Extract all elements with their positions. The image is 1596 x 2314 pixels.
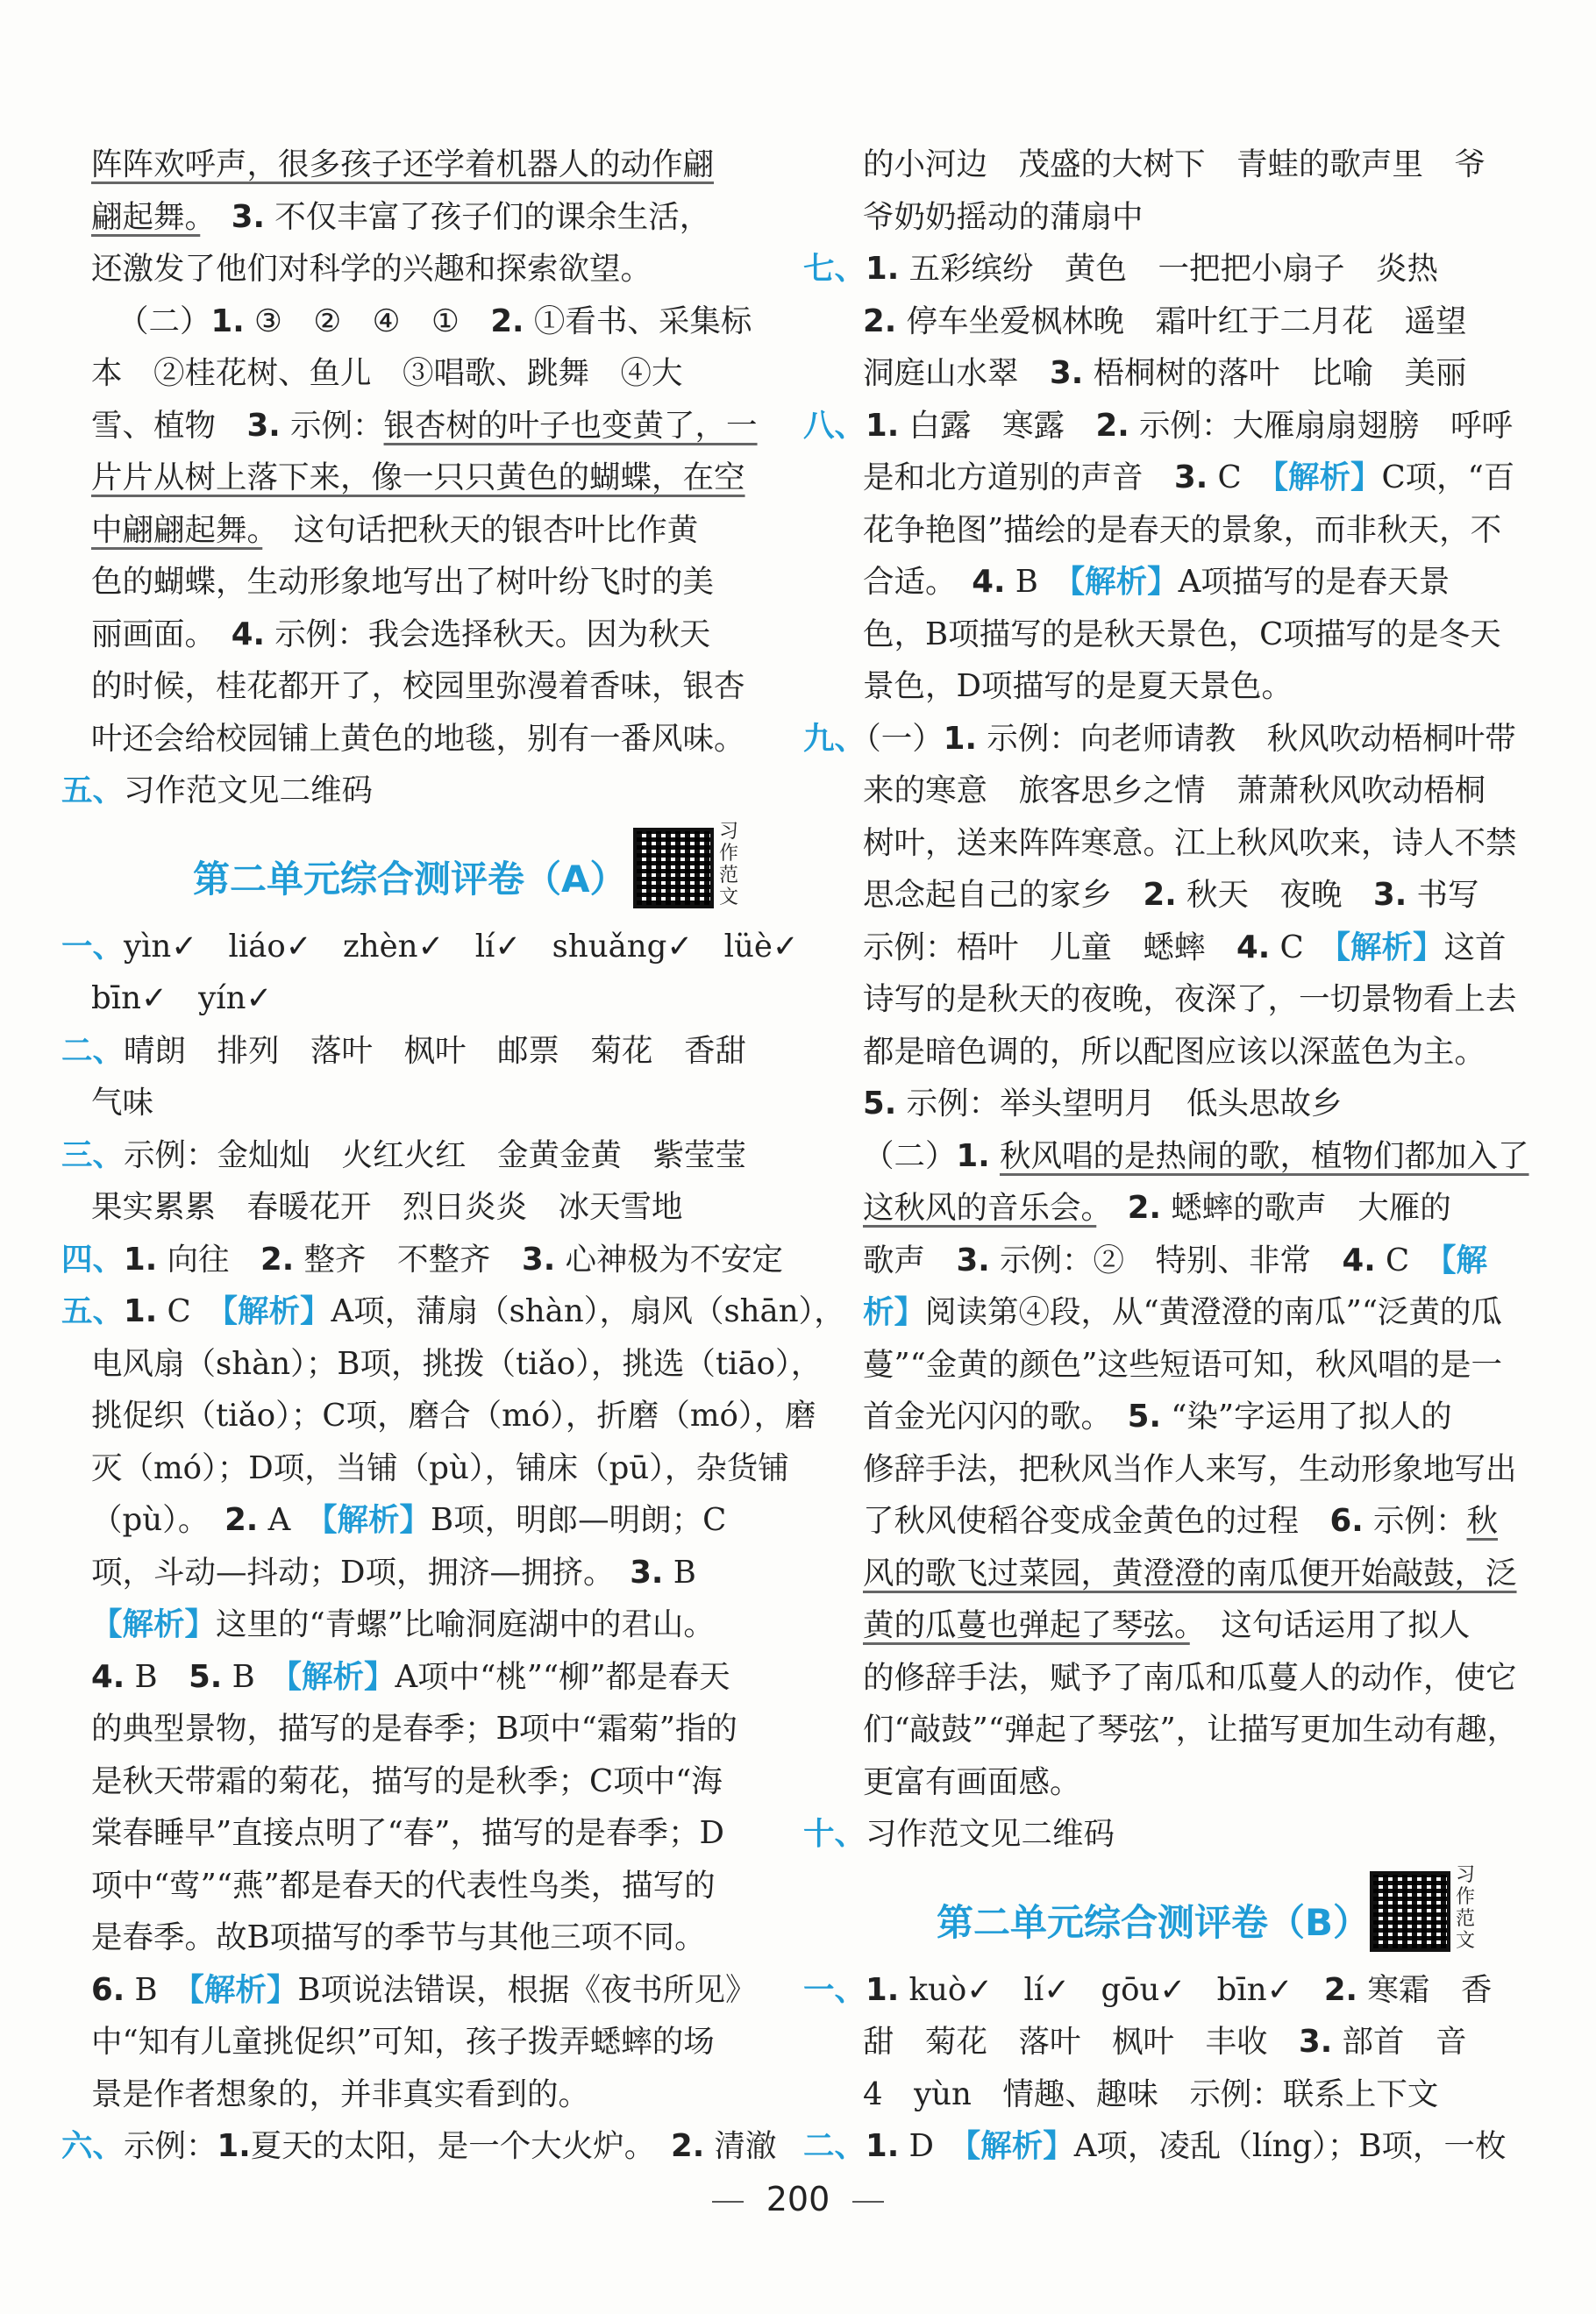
- answer-text: 叶还会给校园铺上黄色的地毯，别有一番风味。: [91, 720, 745, 757]
- underlined-text: 秋风唱的是热闹的歌，植物们都加入了: [1000, 1137, 1529, 1174]
- answer-text: 晴朗 排列 落叶 枫叶 邮票 菊花 香甜: [124, 1032, 747, 1069]
- underlined-text: 这秋风的音乐会。: [863, 1190, 1097, 1226]
- answer-line: [91, 1860, 793, 1912]
- answer-text: 习作范文见二维码: [124, 773, 374, 808]
- answer-line: [91, 1181, 793, 1234]
- answer-text: 是和北方道别的声音: [863, 459, 1144, 495]
- answer-text: B: [232, 1658, 255, 1695]
- analysis-tag: 【解析】: [91, 1606, 217, 1642]
- item-number: 6.: [91, 1971, 125, 2008]
- answer-line: [863, 1652, 1517, 1705]
- qr-label: 习作范文: [1456, 1863, 1476, 1952]
- section-title: 第二单元综合测评卷（A）: [193, 857, 627, 901]
- answer-text: C: [1386, 1242, 1410, 1278]
- answer-text: 更富有画面感。: [863, 1763, 1081, 1800]
- underlined-text: 风的歌飞过菜园，黄澄澄的南瓜便开始敲鼓，泛: [863, 1555, 1517, 1591]
- answer-text: 果实累累 春暖花开 烈日炎炎 冰天雪地: [91, 1189, 683, 1225]
- left-column: [61, 139, 845, 2173]
- answer-text: 景色，D项描写的是夏天景色。: [863, 668, 1293, 704]
- answer-line: [863, 973, 1517, 1026]
- answer-text: C项，“百: [1381, 459, 1515, 495]
- answer-text: （一）: [866, 720, 944, 757]
- section-number: 十、: [803, 1816, 866, 1852]
- answer-line: [61, 1129, 793, 1182]
- answer-text: 示例：: [1373, 1503, 1467, 1539]
- section-number: 一、: [803, 1971, 866, 2008]
- answer-text: 都是暗色调的，所以配图应该以深蓝色为主。: [863, 1033, 1486, 1070]
- answer-line: [91, 400, 793, 452]
- answer-text: A项中“桃”“柳”都是春天: [395, 1658, 730, 1695]
- answer-text: 甜 菊花 落叶 枫叶 丰收: [863, 2024, 1268, 2060]
- answer-text: C: [1279, 929, 1304, 965]
- answer-text: B: [134, 1971, 158, 2008]
- analysis-tag: 【解析】: [321, 1502, 431, 1538]
- answer-line: [91, 1912, 793, 1964]
- answer-line: [863, 1130, 1529, 1183]
- item-number: 1.: [866, 1971, 900, 2008]
- answer-text: 的典型景物，描写的是春季；B项中“霜菊”指的: [91, 1711, 737, 1747]
- underlined-text: 片片从树上落下来，像一只只黄色的蝴蝶，在空: [91, 459, 745, 495]
- section-title: 第二单元综合测评卷（B）: [937, 1900, 1371, 1944]
- answer-line: [863, 1704, 1519, 1756]
- answer-text: 的小河边 茂盛的大树下 青蛙的歌声里 爷: [863, 146, 1486, 182]
- answer-text: 雪、植物: [91, 407, 217, 444]
- answer-line: [803, 1808, 1501, 1861]
- page-number-text: 200: [766, 2180, 830, 2218]
- answer-line: [91, 452, 793, 504]
- answer-text: 这句话把秋天的银杏叶比作黄: [293, 511, 699, 548]
- analysis-tag: 【解析】: [222, 1293, 331, 1329]
- answer-text: 灭（mó）；D项，当铺（pù），铺床（pū），杂货铺: [91, 1449, 789, 1486]
- item-number: 1.: [124, 1293, 158, 1329]
- answer-line: [91, 1598, 793, 1651]
- answer-text: 示例：向老师请教 秋风吹动梧桐叶带: [987, 720, 1516, 757]
- answer-line: [803, 1964, 1501, 2017]
- answer-line: [91, 1390, 816, 1442]
- underlined-text: 银杏树的叶子也变黄了，一: [383, 407, 758, 444]
- answer-text: B项，明郎—明朗；C: [431, 1502, 727, 1538]
- item-number: 3.: [630, 1554, 664, 1591]
- section-number: 一、: [61, 928, 125, 965]
- item-number: 1.: [943, 720, 977, 757]
- answer-line: [803, 243, 1501, 295]
- answer-text: 示例：金灿灿 火红火红 金黄金黄 紫莹莹: [124, 1136, 747, 1173]
- answer-text: 示例：大雁扇扇翅膀 呼呼: [1139, 407, 1514, 444]
- item-number: 3.: [1174, 459, 1208, 495]
- item-number: 1.: [217, 2128, 251, 2164]
- item-number: 3.: [1373, 877, 1407, 913]
- answer-text: 清澈: [714, 2128, 777, 2164]
- answer-text: kuò✓ lí✓ gōu✓ bīn✓: [908, 1971, 1293, 2008]
- item-number: 4.: [91, 1658, 125, 1695]
- item-number: 5.: [189, 1658, 223, 1695]
- answer-text: 了秋风使稻谷变成金黄色的过程: [863, 1503, 1300, 1539]
- answer-text: 梧桐树的落叶 比喻 美丽: [1093, 355, 1467, 391]
- item-number: 5.: [863, 1086, 897, 1121]
- page-number: [0, 2180, 1596, 2218]
- answer-line: [91, 972, 793, 1025]
- answer-text: A项描写的是春天景: [1178, 564, 1450, 600]
- answer-text: （二）: [863, 1137, 957, 1174]
- item-number: 1.: [124, 1241, 158, 1278]
- answer-line: [863, 660, 1501, 713]
- answer-text: 这首: [1443, 929, 1507, 965]
- answer-text: 秋天 夜晚: [1186, 877, 1343, 913]
- answer-text: A项，凌乱（líng）；B项，一枚: [1073, 2128, 1507, 2164]
- answer-text: 色，B项描写的是秋天景色，C项描写的是冬天: [863, 616, 1501, 652]
- item-number: 3.: [246, 407, 281, 444]
- answer-text: 部首 音: [1342, 2024, 1467, 2060]
- answer-text: 蔓”“金黄的颜色”这些短语可知，秋风唱的是一: [863, 1346, 1502, 1383]
- answer-text: 4: [863, 2075, 883, 2112]
- answer-text: B: [134, 1658, 158, 1695]
- answer-text: 寒霜 香: [1367, 1971, 1493, 2008]
- item-number: 4.: [972, 564, 1006, 600]
- answer-text: A项，蒲扇（shàn），扇风（shān），: [331, 1293, 845, 1329]
- answer-text: 丽画面。: [91, 616, 201, 652]
- answer-line: [91, 1547, 793, 1599]
- answer-text: C: [1217, 459, 1242, 495]
- answer-text: 洞庭山水翠: [863, 355, 1019, 391]
- answer-text: 示例：: [124, 2128, 217, 2164]
- item-number: 2.: [260, 1241, 295, 1278]
- answer-text: 五彩缤纷 黄色 一把把小扇子 炎热: [908, 251, 1439, 287]
- answer-line: [803, 713, 1516, 765]
- answer-text: “染”字运用了拟人的: [1171, 1399, 1452, 1435]
- item-number: 3.: [231, 198, 265, 235]
- answer-text: 歌声: [863, 1242, 926, 1278]
- section-number: 六、: [61, 2128, 125, 2164]
- answer-line: [91, 347, 793, 400]
- answer-line: [863, 504, 1501, 557]
- qr-label: 习作范文: [719, 820, 739, 908]
- answer-text: 蟋蟀的歌声 大雁的: [1171, 1190, 1451, 1226]
- item-number: 2.: [224, 1502, 259, 1538]
- answer-text: 爷奶奶摇动的蒲扇中: [863, 198, 1144, 235]
- answer-line: [91, 1651, 793, 1704]
- answer-line: [61, 921, 799, 973]
- answer-line: [91, 1338, 823, 1391]
- answer-line: [863, 1548, 1517, 1600]
- item-number: 2.: [1323, 1971, 1358, 2008]
- answer-text: 示例：我会选择秋天。因为秋天: [274, 616, 711, 652]
- answer-line: [863, 1756, 1501, 1809]
- answer-text: 项中“莺”“燕”都是春天的代表性鸟类，描写的: [91, 1867, 716, 1904]
- answer-line: [61, 765, 793, 817]
- item-number: 1.: [866, 2128, 900, 2164]
- answer-line: [91, 1703, 793, 1755]
- answer-text: B: [673, 1554, 696, 1591]
- answer-line: [863, 609, 1501, 661]
- answer-text: 还激发了他们对科学的兴趣和探索欲望。: [91, 251, 652, 287]
- section-number: 五、: [61, 1293, 125, 1329]
- answer-line: [91, 1077, 793, 1129]
- section-number: 五、: [61, 773, 125, 808]
- answer-text: （pù）。: [91, 1502, 194, 1538]
- item-number: 4.: [231, 616, 265, 652]
- section-number: 三、: [61, 1136, 125, 1173]
- answer-line: [91, 660, 793, 713]
- section-number: 八、: [803, 407, 866, 444]
- item-number: 3.: [1299, 2024, 1333, 2060]
- section-header: [800, 1861, 1501, 1964]
- answer-text: 们“敲鼓”“弹起了琴弦”，让描写更加生动有趣，: [863, 1712, 1519, 1748]
- answer-line: [91, 1442, 793, 1495]
- answer-text: 诗写的是秋天的夜晚，夜深了，一切景物看上去: [863, 981, 1517, 1017]
- answer-text: 景是作者想象的，并非真实看到的。: [91, 2075, 590, 2112]
- item-number: 3.: [956, 1242, 990, 1278]
- answer-text: 来的寒意 旅客思乡之情 萧萧秋风吹动梧桐: [863, 773, 1486, 808]
- answer-line: [91, 2068, 793, 2121]
- answer-line: [91, 609, 793, 661]
- answer-text: 项，斗动—抖动；D项，拥济—拥挤。: [91, 1554, 599, 1591]
- answer-line: [91, 1807, 793, 1860]
- answer-text: 是秋天带霜的菊花，描写的是秋季；C项中“海: [91, 1762, 723, 1799]
- answer-text: 夏天的太阳，是一个大火炉。: [250, 2128, 640, 2164]
- answer-text: 示例：: [290, 407, 384, 444]
- section-number: 四、: [61, 1241, 125, 1278]
- answer-text: 心神极为不安定: [565, 1241, 784, 1278]
- answer-line: [863, 452, 1515, 504]
- answer-line: [91, 1494, 793, 1547]
- analysis-tag: 【解析】: [286, 1658, 395, 1695]
- answer-line: [863, 1078, 1501, 1130]
- answer-text: bīn✓ yín✓: [91, 980, 273, 1016]
- analysis-tag: 【解析】: [189, 1971, 298, 2008]
- answer-text: 阵阵欢呼声，很多孩子还学着机器人的动作翩: [91, 146, 715, 182]
- answer-text: 这里的“青螺”比喻洞庭湖中的君山。: [216, 1606, 715, 1642]
- item-number: 6.: [1329, 1503, 1364, 1539]
- item-number: 2.: [490, 303, 524, 339]
- answer-line: [863, 556, 1501, 609]
- answer-line: [91, 504, 793, 557]
- answer-line: [863, 1026, 1501, 1079]
- underlined-text: 中翩翩起舞。: [91, 511, 263, 548]
- answer-line: [863, 1391, 1501, 1443]
- answer-text: yìn✓ liáo✓ zhèn✓ lí✓ shuǎng✓ lüè✓: [124, 928, 799, 965]
- item-number: 5.: [1127, 1399, 1161, 1435]
- item-number: 2.: [1143, 877, 1177, 913]
- right-column: [800, 139, 1529, 2173]
- analysis-tag: 【解: [1440, 1242, 1487, 1278]
- answer-line: [863, 1443, 1517, 1496]
- answer-line: [863, 922, 1507, 974]
- answer-line: [91, 295, 793, 348]
- qr-code-icon[interactable]: [1370, 1871, 1450, 1952]
- answer-text: 合适。: [863, 564, 941, 600]
- item-number: 1.: [956, 1137, 990, 1174]
- answer-line: [803, 400, 1514, 452]
- answer-text: D: [908, 2128, 934, 2164]
- answer-line: [61, 1285, 845, 1338]
- answer-text: 色的蝴蝶，生动形象地写出了树叶纷飞时的美: [91, 564, 715, 600]
- answer-text: 本 ②桂花树、鱼儿 ③唱歌、跳舞 ④大: [91, 355, 683, 391]
- item-number: 3.: [1050, 355, 1084, 391]
- item-number: 2.: [1127, 1190, 1161, 1226]
- answer-text: 书写: [1416, 877, 1479, 913]
- answer-line: [863, 295, 1501, 348]
- answer-line: [863, 1286, 1501, 1339]
- answer-text: 习作范文见二维码: [866, 1816, 1115, 1852]
- underlined-text: 秋: [1466, 1503, 1499, 1539]
- answer-line: [863, 765, 1501, 817]
- answer-text: （二）: [118, 303, 211, 339]
- answer-text: 向往: [167, 1241, 230, 1278]
- answer-line: [91, 191, 793, 244]
- answer-line: [863, 2016, 1501, 2068]
- section-number: 七、: [803, 251, 866, 287]
- answer-text: ③ ② ④ ①: [254, 303, 460, 339]
- underlined-text: 黄的瓜蔓也弹起了琴弦。: [863, 1607, 1190, 1643]
- item-number: 2.: [1095, 407, 1129, 444]
- item-number: 4.: [1236, 929, 1271, 965]
- item-number: 2.: [671, 2128, 705, 2164]
- answer-text: 示例：梧叶 儿童 蟋蟀: [863, 929, 1206, 965]
- answer-text: C: [167, 1293, 191, 1329]
- answer-text: 停车坐爱枫林晚 霜叶红于二月花 遥望: [906, 303, 1467, 339]
- answer-line: [863, 1599, 1501, 1652]
- answer-line: [91, 556, 793, 609]
- analysis-tag: 【解析】: [1069, 564, 1179, 600]
- answer-text: 首金光闪闪的歌。: [863, 1399, 1097, 1435]
- answer-text: 这句话运用了拟人: [1221, 1607, 1471, 1643]
- section-number: 九、: [803, 720, 866, 757]
- answer-line: [863, 2068, 1501, 2121]
- answer-text: 示例：② 特别、非常: [1000, 1242, 1312, 1278]
- answer-line: [91, 243, 793, 295]
- item-number: 1.: [210, 303, 245, 339]
- answer-text: 中“知有儿童挑促织”可知，孩子拨弄蟋蟀的场: [91, 2024, 715, 2060]
- analysis-tag: 析】: [863, 1294, 926, 1330]
- answer-text: 修辞手法，把秋风当作人来写，生动形象地写出: [863, 1450, 1517, 1487]
- answer-line: [863, 869, 1501, 922]
- answer-text: 示例：举头望明月 低头思故乡: [906, 1086, 1343, 1121]
- answer-text: 翩起舞。: [91, 198, 201, 235]
- answer-line: [61, 1025, 793, 1078]
- section-header: [91, 817, 793, 921]
- section-number: 二、: [803, 2128, 866, 2164]
- analysis-tag: 【解析】: [1272, 459, 1382, 495]
- analysis-tag: 【解析】: [1335, 929, 1444, 965]
- analysis-tag: 【解析】: [965, 2128, 1074, 2164]
- answer-text: B项说法错误，根据《夜书所见》: [297, 1971, 757, 2008]
- answer-line: [863, 1235, 1501, 1287]
- answer-text: yùn 情趣、趣味 示例：联系上下文: [914, 2075, 1439, 2112]
- answer-line: [863, 1182, 1501, 1235]
- qr-code-icon[interactable]: [633, 828, 714, 908]
- section-number: 二、: [61, 1032, 125, 1069]
- item-number: 2.: [863, 303, 897, 339]
- answer-text: 不仅丰富了孩子们的课余生活，: [274, 198, 711, 235]
- answer-text: 白露 寒露: [908, 407, 1065, 444]
- answer-line: [863, 1339, 1501, 1392]
- answer-text: 花争艳图”描绘的是春天的景象，而非秋天，不: [863, 511, 1502, 548]
- answer-text: 的修辞手法，赋予了南瓜和瓜蔓人的动作，使它: [863, 1659, 1517, 1696]
- answer-line: [863, 1495, 1501, 1548]
- item-number: 1.: [866, 407, 900, 444]
- answer-text: 思念起自己的家乡: [863, 877, 1113, 913]
- answer-text: 阅读第④段，从“黄澄澄的南瓜”“泛黄的瓜: [925, 1294, 1502, 1330]
- answer-text: 整齐 不整齐: [303, 1241, 491, 1278]
- answer-line: [91, 713, 793, 765]
- item-number: 3.: [522, 1241, 556, 1278]
- answer-text: 棠春睡早”直接点明了“春”，描写的是春季；D: [91, 1815, 724, 1851]
- answer-line: [863, 139, 1501, 191]
- answer-text: 电风扇（shàn）；B项，挑拨（tiǎo），挑选（tiāo），: [91, 1345, 823, 1382]
- answer-line: [91, 2016, 793, 2068]
- answer-line: [91, 1964, 793, 2017]
- item-number: 4.: [1342, 1242, 1376, 1278]
- answer-line: [61, 2120, 793, 2173]
- answer-line: [91, 139, 793, 191]
- item-number: 1.: [866, 251, 900, 287]
- answer-line: [61, 1234, 793, 1286]
- answer-text: A: [267, 1502, 291, 1538]
- answer-text: 是春季。故B项描写的季节与其他三项不同。: [91, 1919, 706, 1955]
- answer-text: B: [1015, 564, 1038, 600]
- answer-text: 树叶，送来阵阵寒意。江上秋风吹来，诗人不禁: [863, 824, 1517, 861]
- answer-line: [863, 191, 1501, 244]
- answer-text: 气味: [91, 1085, 154, 1121]
- answer-line: [803, 2120, 1507, 2173]
- answer-text: ①看书、采集标: [533, 303, 752, 339]
- answer-text: 的时候，桂花都开了，校园里弥漫着香味，银杏: [91, 668, 745, 704]
- answer-line: [863, 817, 1517, 870]
- answer-text: 挑促织（tiǎo）；C项，磨合（mó），折磨（mó），磨: [91, 1398, 816, 1434]
- answer-line: [863, 347, 1501, 400]
- answer-line: [91, 1755, 793, 1808]
